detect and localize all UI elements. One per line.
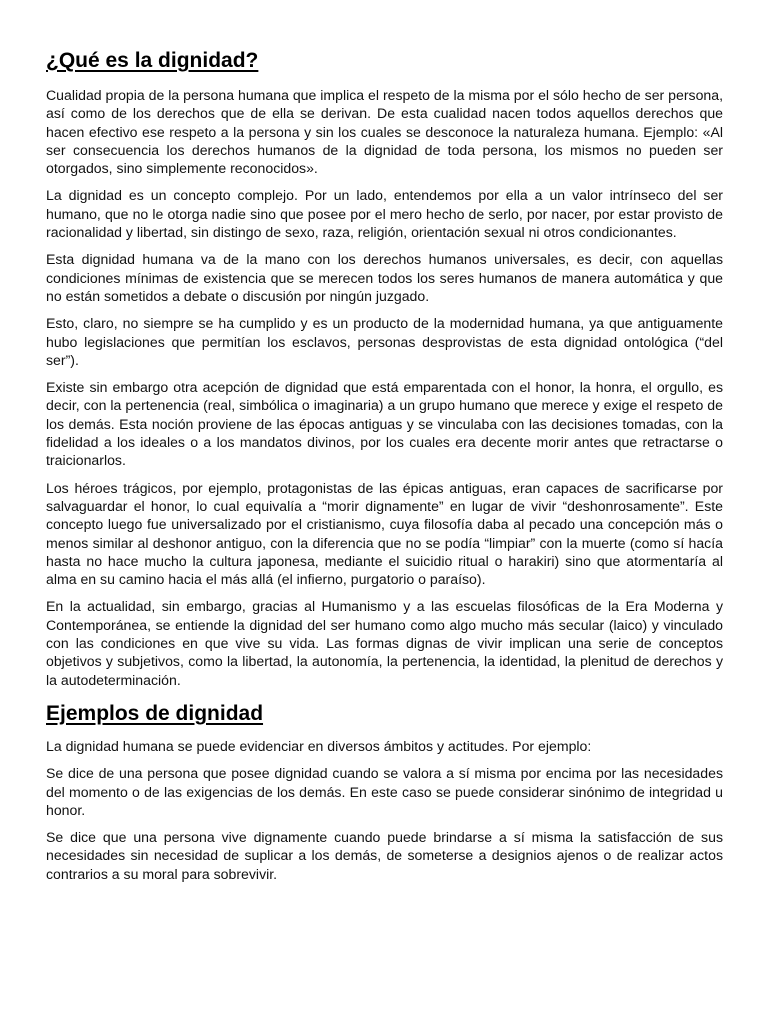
- section-heading-que-es: ¿Qué es la dignidad?: [46, 49, 259, 72]
- paragraph: Esta dignidad humana va de la mano con los derechos humanos universales, es decir, con aquellas condiciones mínimas de existencia que se merecen todos los seres humanos de manera automática y que no están sometidos a debate o discusión por ningún juzgado.: [46, 251, 723, 304]
- paragraph: La dignidad es un concepto complejo. Por un lado, entendemos por ella a un valor intrínseco del ser humano, que no le otorga nadie sino que posee por el mero hecho de serlo, por nacer, por estar provisto de racionalidad y libertad, sin distingo de sexo, raza, religión, orientación sexual ni otros condicionantes.: [46, 187, 723, 241]
- paragraph: Esto, claro, no siempre se ha cumplido y es un producto de la modernidad humana, ya que antiguamente hubo legislaciones que permitían los esclavos, personas desprovistas de esta dignidad ontológica (“del ser”).: [46, 315, 723, 368]
- section-heading-ejemplos: Ejemplos de dignidad: [46, 701, 264, 725]
- paragraph: Se dice que una persona vive dignamente cuando puede brindarse a sí misma la satisfacción de sus necesidades sin necesidad de suplicar a los demás, de someterse a designios ajenos o de realizar actos contrarios a su moral para sobrevivir.: [46, 829, 723, 882]
- paragraph: La dignidad humana se puede evidenciar en diversos ámbitos y actitudes. Por ejemplo:: [46, 737, 592, 754]
- paragraph: Los héroes trágicos, por ejemplo, protagonistas de las épicas antiguas, eran capaces de sacrificarse por salvaguardar el honor, lo cual equivalía a “morir dignamente” en lugar de vivir “deshonrosamente”. Este concepto luego fue universalizado por el cristianismo, cuya filosofía daba al pecado una concepción más o menos similar al deshonor antiguo, con la diferencia que no se podía “limpiar” con la muerte (como sí hacía hasta no hace mucho la cultura japonesa, mediante el suicidio ritual o harakiri) sino que atormentaría al alma en su camino hacia el más allá (el infierno, purgatorio o paraíso).: [46, 479, 723, 588]
- paragraph: Se dice de una persona que posee dignidad cuando se valora a sí misma por encima por las necesidades del momento o de las exigencias de los demás. En este caso se puede considerar sinónimo de integridad u honor.: [46, 765, 723, 818]
- paragraph: En la actualidad, sin embargo, gracias al Humanismo y a las escuelas filosóficas de la Era Moderna y Contemporánea, se entiende la dignidad del ser humano como algo mucho más secular (laico) y vinculado con las condiciones en que vive su vida. Las formas dignas de vivir implican una serie de conceptos objetivos y subjetivos, como la libertad, la autonomía, la pertenencia, la identidad, la plenitud de derechos y la autodeterminación.: [46, 598, 723, 688]
- paragraph: Existe sin embargo otra acepción de dignidad que está emparentada con el honor, la honra, el orgullo, es decir, con la pertenencia (real, simbólica o imaginaria) a un grupo humano que merece y exige el respeto de los demás. Esta noción proviene de las épocas antiguas y se vinculaba con las decisiones tomadas, con la fidelidad a los ideales o a los mandatos divinos, por los cuales era decente morir antes que retractarse o traicionarlos.: [46, 379, 723, 469]
- paragraph: Cualidad propia de la persona humana que implica el respeto de la misma por el sólo hecho de ser persona, así como de los derechos que de ella se derivan. De esta cualidad nacen todos aquellos derechos que hacen efectivo ese respeto a la persona y sin los cuales se desconoce la naturaleza humana. Ejemplo: «Al ser consecuencia los derechos humanos de la dignidad de toda persona, los mismos no pueden ser otorgados, sino simplemente reconocidos».: [46, 87, 723, 177]
